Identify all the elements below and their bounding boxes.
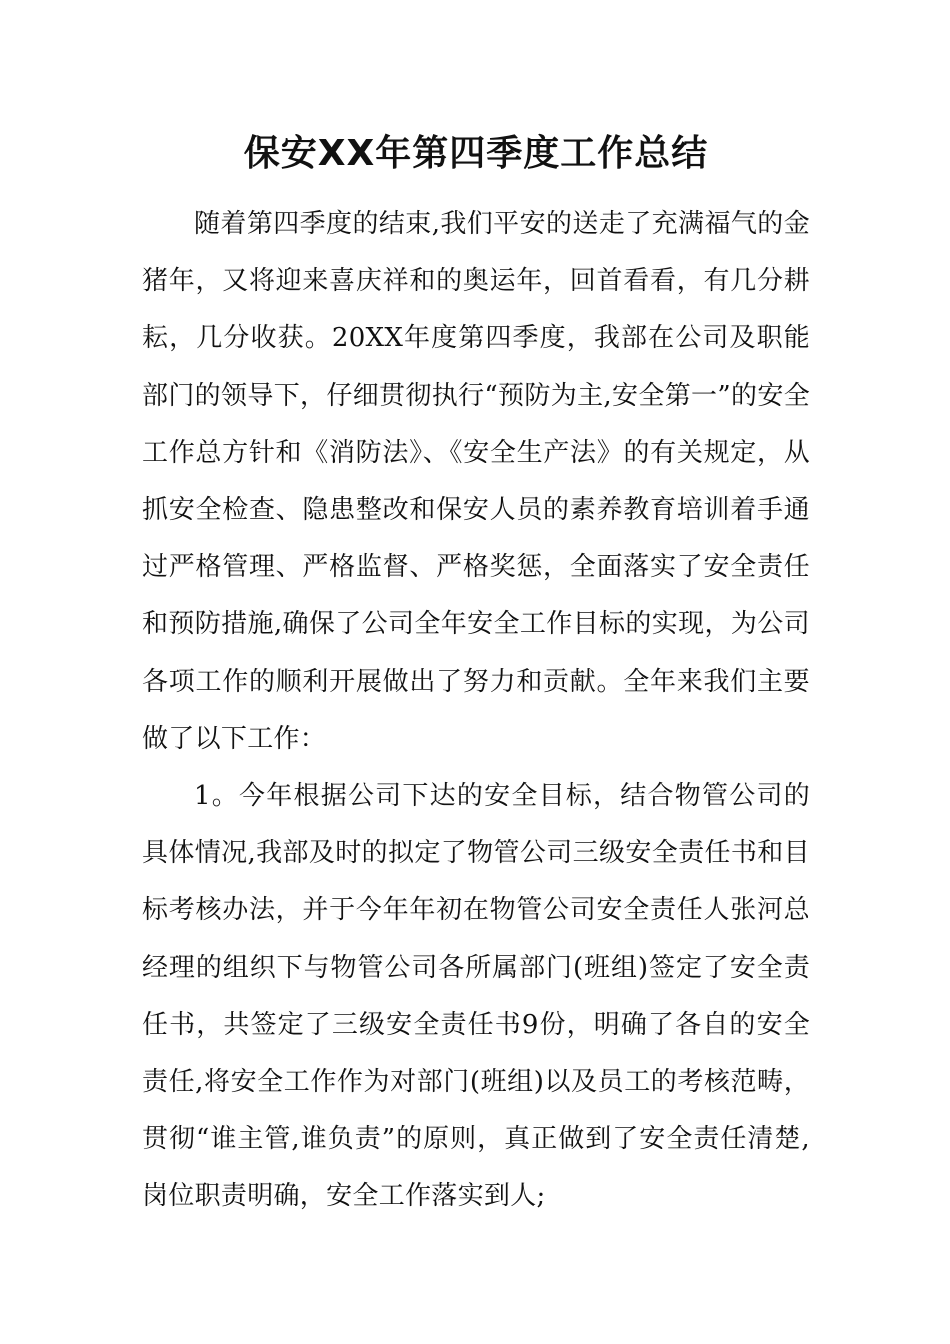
document-title: 保安XX年第四季度工作总结 — [243, 133, 709, 174]
paragraph-item-1: 1。今年根据公司下达的安全目标，结合物管公司的具体情况,我部及时的拟定了物管公司三级安全责任书和目标考核办法，并于今年年初在物管公司安全责任人张河总经理的组织下与物管公司各所属部门(班组)签定了安全责任书，共签定了三级安全责任书9份，明确了各自的安全责任,将安全工作作为对部门(班组)以及员工的考核范畴，贯彻“谁主管,谁负责”的原则，真正做到了安全责任清楚,岗位职责明确，安全工作落实到人; — [142, 781, 810, 1212]
paragraph-intro: 随着第四季度的结束,我们平安的送走了充满福气的金猪年，又将迎来喜庆祥和的奥运年，回首看看，有几分耕耘，几分收获。20XX年度第四季度，我部在公司及职能部门的领导下，仔细贯彻执行“预防为主,安全第一”的安全工作总方针和《消防法》、《安全生产法》的有关规定，从抓安全检查、隐患整改和保安人员的素养教育培训着手通过严格管理、严格监督、严格奖惩，全面落实了安全责任和预防措施,确保了公司全年安全工作目标的实现，为公司各项工作的顺利开展做出了努力和贡献。全年来我们主要做了以下工作： — [142, 209, 810, 754]
document-body — [142, 196, 810, 1226]
